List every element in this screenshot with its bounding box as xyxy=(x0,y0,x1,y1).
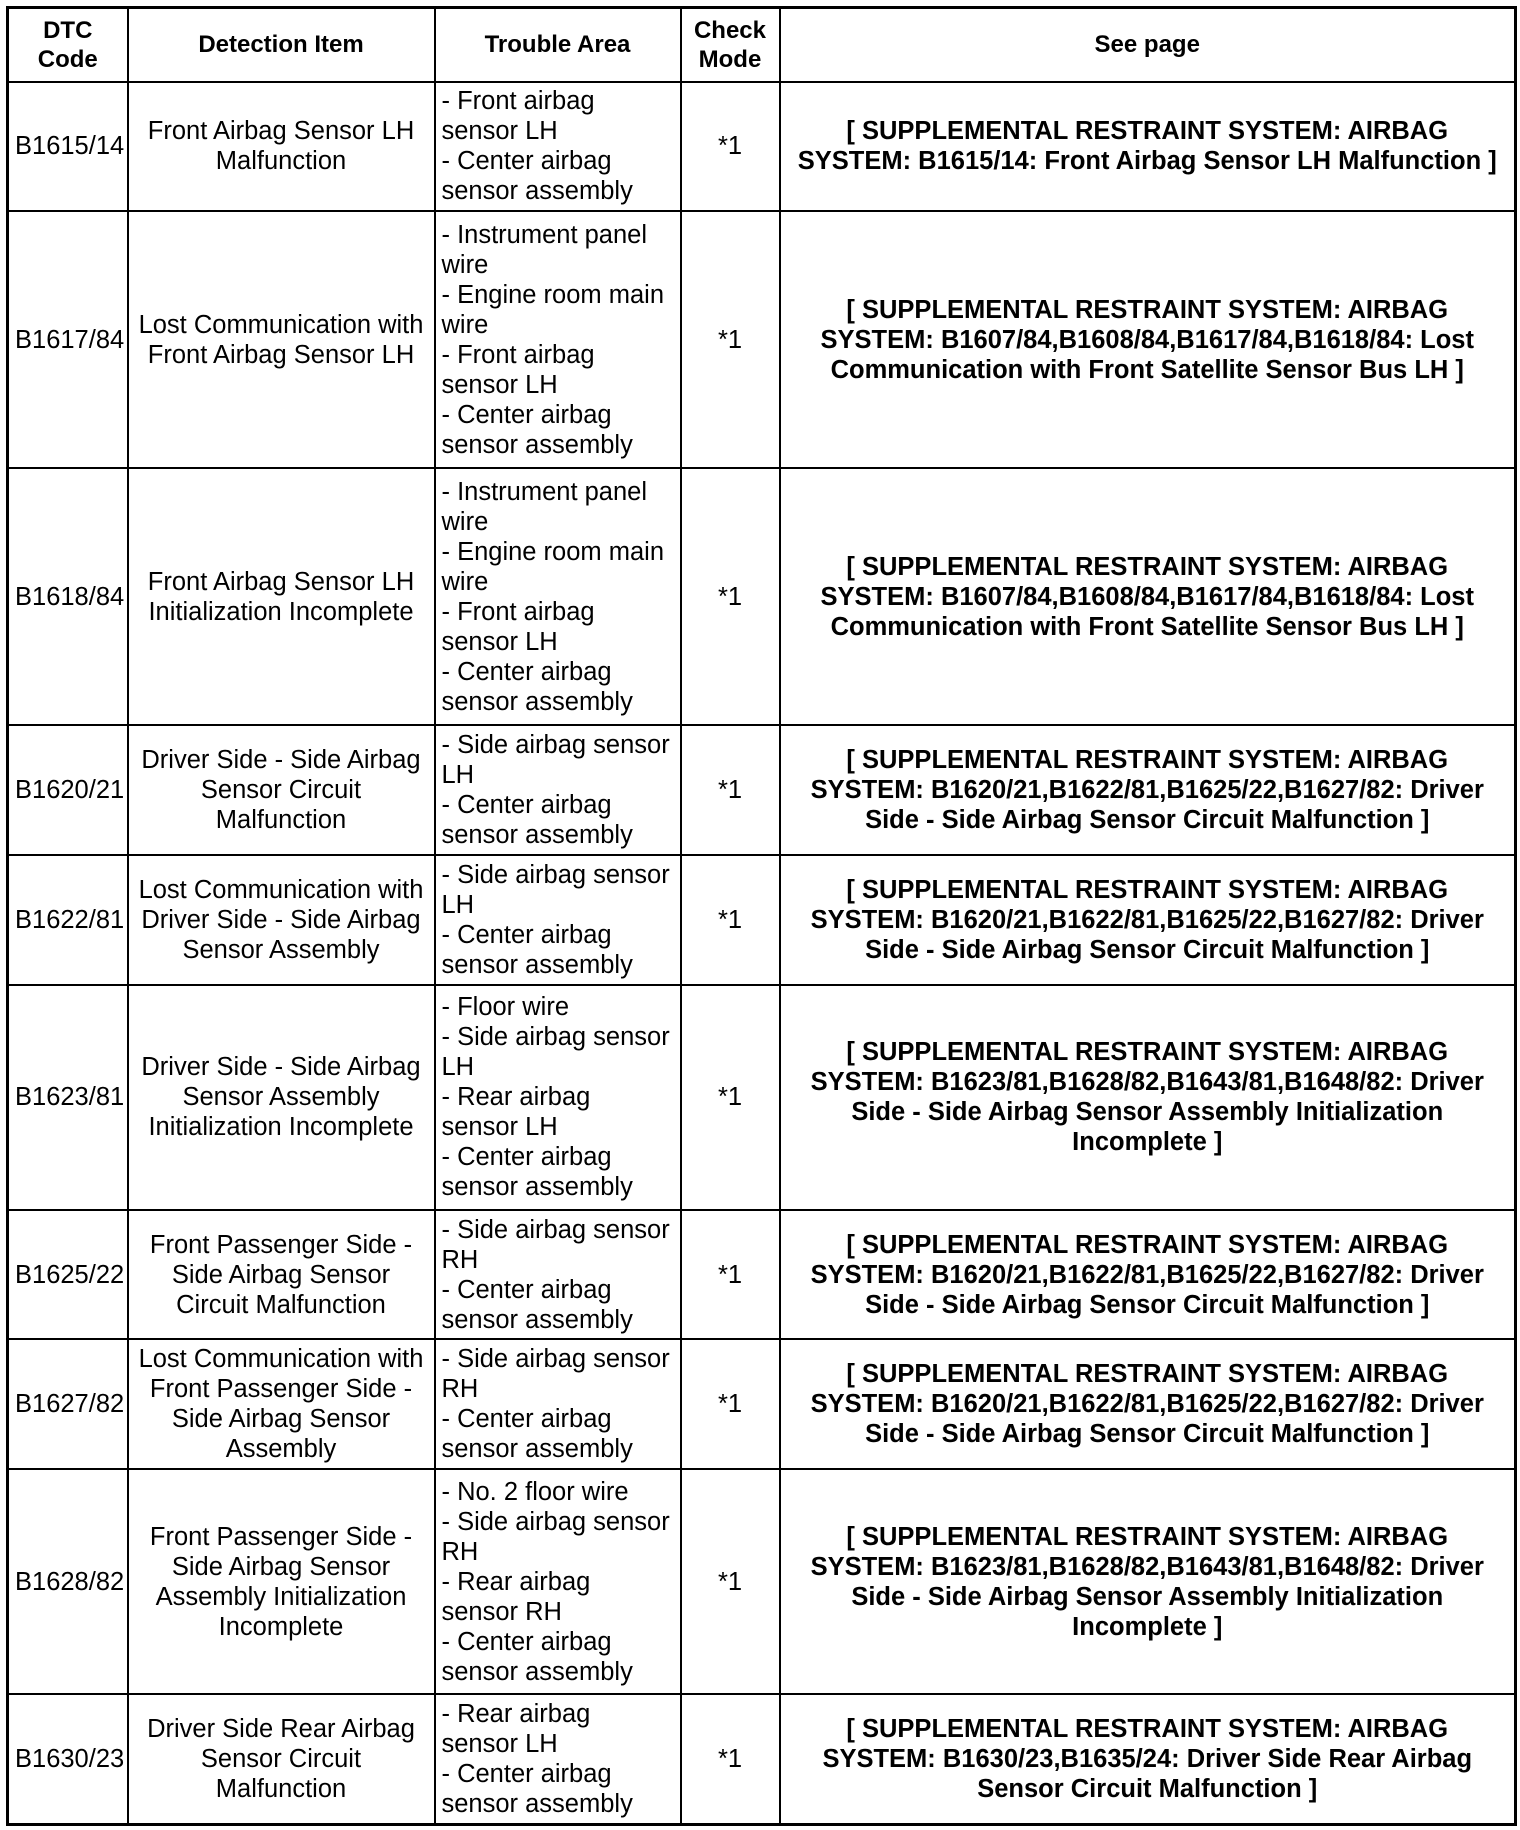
dtc-code-cell: B1623/81 xyxy=(8,985,128,1210)
table-row xyxy=(8,1469,1516,1694)
detection-item-cell: Front Passenger Side - Side Airbag Sensor Assembly Initialization Incomplete xyxy=(128,1469,435,1694)
dtc-code-cell: B1620/21 xyxy=(8,725,128,855)
trouble-area-cell xyxy=(435,985,681,1210)
see-page-cell xyxy=(780,855,1516,985)
trouble-area-line: - Front airbag sensor LH xyxy=(441,340,595,399)
table-header-row xyxy=(8,8,1516,82)
table-row xyxy=(8,211,1516,468)
trouble-area-line: - No. 2 floor wire xyxy=(441,1477,629,1506)
header-check-mode: Check Mode xyxy=(681,8,780,82)
see-page-link[interactable]: [ SUPPLEMENTAL RESTRAINT SYSTEM: AIRBAG SYSTEM: B1623/81,B1628/82,B1643/81,B1648/82: Driver Side - Side Airbag Sensor Assembly Initialization Incomplete ] xyxy=(810,1522,1484,1641)
see-page-link[interactable]: [ SUPPLEMENTAL RESTRAINT SYSTEM: AIRBAG SYSTEM: B1620/21,B1622/81,B1625/22,B1627/82: Driver Side - Side Airbag Sensor Circuit Malfunction ] xyxy=(810,1360,1484,1449)
trouble-area-line: - Rear airbag sensor RH xyxy=(441,1567,591,1626)
see-page-cell xyxy=(780,725,1516,855)
trouble-area-cell xyxy=(435,82,681,212)
detection-item-cell: Front Airbag Sensor LH Initialization Incomplete xyxy=(128,468,435,725)
header-dtc-code: DTC Code xyxy=(8,8,128,82)
see-page-link[interactable]: [ SUPPLEMENTAL RESTRAINT SYSTEM: AIRBAG SYSTEM: B1607/84,B1608/84,B1617/84,B1618/84: Lost Communication with Front Satellite Sensor Bus LH ] xyxy=(820,295,1474,384)
trouble-area-line: - Center airbag sensor assembly xyxy=(441,1275,633,1334)
see-page-link[interactable]: [ SUPPLEMENTAL RESTRAINT SYSTEM: AIRBAG SYSTEM: B1615/14: Front Airbag Sensor LH Malfunction ] xyxy=(797,117,1497,176)
trouble-area-line: - Floor wire xyxy=(441,993,570,1022)
detection-item-cell: Driver Side - Side Airbag Sensor Assembly Initialization Incomplete xyxy=(128,985,435,1210)
see-page-link[interactable]: [ SUPPLEMENTAL RESTRAINT SYSTEM: AIRBAG SYSTEM: B1607/84,B1608/84,B1617/84,B1618/84: Lost Communication with Front Satellite Sensor Bus LH ] xyxy=(820,552,1474,641)
see-page-cell xyxy=(780,1339,1516,1469)
trouble-area-cell xyxy=(435,1694,681,1824)
trouble-area-line: - Side airbag sensor LH xyxy=(441,731,670,790)
header-detection-item: Detection Item xyxy=(128,8,435,82)
table-row xyxy=(8,468,1516,725)
trouble-area-line: - Rear airbag sensor LH xyxy=(441,1700,591,1759)
check-mode-cell: *1 xyxy=(681,1339,780,1469)
trouble-area-cell xyxy=(435,1210,681,1340)
see-page-cell xyxy=(780,82,1516,212)
dtc-code-cell: B1627/82 xyxy=(8,1339,128,1469)
see-page-cell xyxy=(780,1694,1516,1824)
see-page-link[interactable]: [ SUPPLEMENTAL RESTRAINT SYSTEM: AIRBAG SYSTEM: B1620/21,B1622/81,B1625/22,B1627/82: Driver Side - Side Airbag Sensor Circuit Malfunction ] xyxy=(810,1230,1484,1319)
detection-item-cell: Lost Communication with Driver Side - Side Airbag Sensor Assembly xyxy=(128,855,435,985)
table-row xyxy=(8,1339,1516,1469)
trouble-area-line: - Center airbag sensor assembly xyxy=(441,1143,633,1202)
trouble-area-line: - Side airbag sensor LH xyxy=(441,860,670,919)
detection-item-cell: Front Passenger Side - Side Airbag Sensor Circuit Malfunction xyxy=(128,1210,435,1340)
table-row xyxy=(8,82,1516,212)
table-row xyxy=(8,1210,1516,1340)
detection-item-cell: Driver Side Rear Airbag Sensor Circuit Malfunction xyxy=(128,1694,435,1824)
header-see-page: See page xyxy=(780,8,1516,82)
trouble-area-line: - Engine room main wire xyxy=(441,280,665,339)
table-row xyxy=(8,855,1516,985)
trouble-area-line: - Instrument panel wire xyxy=(441,220,648,279)
check-mode-cell: *1 xyxy=(681,725,780,855)
see-page-cell xyxy=(780,468,1516,725)
trouble-area-cell xyxy=(435,725,681,855)
trouble-area-line: - Center airbag sensor assembly xyxy=(441,657,633,716)
detection-item-cell: Driver Side - Side Airbag Sensor Circuit Malfunction xyxy=(128,725,435,855)
check-mode-cell: *1 xyxy=(681,985,780,1210)
trouble-area-line: - Side airbag sensor RH xyxy=(441,1507,670,1566)
dtc-code-cell: B1618/84 xyxy=(8,468,128,725)
trouble-area-line: - Side airbag sensor RH xyxy=(441,1345,670,1404)
check-mode-cell: *1 xyxy=(681,855,780,985)
trouble-area-cell xyxy=(435,211,681,468)
dtc-code-cell: B1625/22 xyxy=(8,1210,128,1340)
detection-item-cell: Lost Communication with Front Passenger Side - Side Airbag Sensor Assembly xyxy=(128,1339,435,1469)
check-mode-cell: *1 xyxy=(681,1210,780,1340)
dtc-code-cell: B1630/23 xyxy=(8,1694,128,1824)
see-page-link[interactable]: [ SUPPLEMENTAL RESTRAINT SYSTEM: AIRBAG SYSTEM: B1630/23,B1635/24: Driver Side Rear Airbag Sensor Circuit Malfunction ] xyxy=(822,1715,1473,1804)
trouble-area-line: - Center airbag sensor assembly xyxy=(441,1760,633,1819)
table-body xyxy=(8,82,1516,1825)
trouble-area-line: - Front airbag sensor LH xyxy=(441,597,595,656)
dtc-table xyxy=(6,6,1517,1826)
trouble-area-line: - Side airbag sensor RH xyxy=(441,1215,670,1274)
trouble-area-cell xyxy=(435,1469,681,1694)
table-row xyxy=(8,725,1516,855)
dtc-code-cell: B1628/82 xyxy=(8,1469,128,1694)
trouble-area-line: - Side airbag sensor LH xyxy=(441,1023,670,1082)
see-page-cell xyxy=(780,1469,1516,1694)
trouble-area-cell xyxy=(435,468,681,725)
see-page-cell xyxy=(780,211,1516,468)
trouble-area-line: - Center airbag sensor assembly xyxy=(441,1627,633,1686)
see-page-link[interactable]: [ SUPPLEMENTAL RESTRAINT SYSTEM: AIRBAG SYSTEM: B1620/21,B1622/81,B1625/22,B1627/82: Driver Side - Side Airbag Sensor Circuit Malfunction ] xyxy=(810,746,1484,835)
check-mode-cell: *1 xyxy=(681,211,780,468)
trouble-area-line: - Engine room main wire xyxy=(441,537,665,596)
check-mode-cell: *1 xyxy=(681,468,780,725)
check-mode-cell: *1 xyxy=(681,1469,780,1694)
see-page-link[interactable]: [ SUPPLEMENTAL RESTRAINT SYSTEM: AIRBAG SYSTEM: B1620/21,B1622/81,B1625/22,B1627/82: Driver Side - Side Airbag Sensor Circuit Malfunction ] xyxy=(810,875,1484,964)
table-row xyxy=(8,1694,1516,1824)
check-mode-cell: *1 xyxy=(681,1694,780,1824)
header-trouble-area: Trouble Area xyxy=(435,8,681,82)
dtc-code-cell: B1622/81 xyxy=(8,855,128,985)
detection-item-cell: Lost Communication with Front Airbag Sensor LH xyxy=(128,211,435,468)
trouble-area-line: - Center airbag sensor assembly xyxy=(441,1405,633,1464)
table-row xyxy=(8,985,1516,1210)
see-page-cell xyxy=(780,1210,1516,1340)
trouble-area-cell xyxy=(435,855,681,985)
trouble-area-line: - Center airbag sensor assembly xyxy=(441,920,633,979)
trouble-area-line: - Center airbag sensor assembly xyxy=(441,147,633,206)
trouble-area-cell xyxy=(435,1339,681,1469)
dtc-code-cell: B1615/14 xyxy=(8,82,128,212)
check-mode-cell: *1 xyxy=(681,82,780,212)
detection-item-cell: Front Airbag Sensor LH Malfunction xyxy=(128,82,435,212)
trouble-area-line: - Center airbag sensor assembly xyxy=(441,400,633,459)
see-page-link[interactable]: [ SUPPLEMENTAL RESTRAINT SYSTEM: AIRBAG SYSTEM: B1623/81,B1628/82,B1643/81,B1648/82: Driver Side - Side Airbag Sensor Assembly Initialization Incomplete ] xyxy=(810,1038,1484,1157)
see-page-cell xyxy=(780,985,1516,1210)
trouble-area-line: - Rear airbag sensor LH xyxy=(441,1083,591,1142)
trouble-area-line: - Center airbag sensor assembly xyxy=(441,791,633,850)
trouble-area-line: - Instrument panel wire xyxy=(441,477,648,536)
trouble-area-line: - Front airbag sensor LH xyxy=(441,87,595,146)
dtc-code-cell: B1617/84 xyxy=(8,211,128,468)
